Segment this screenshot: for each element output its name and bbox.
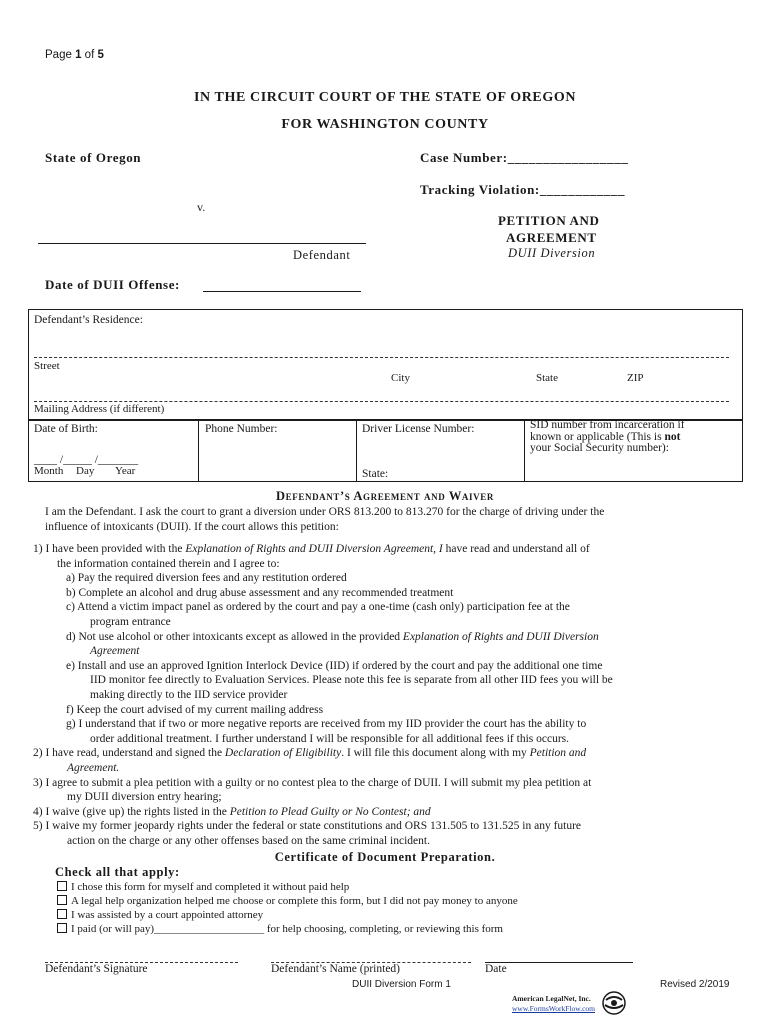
agreement-intro: I am the Defendant. I ask the court to grant a diversion under ORS 813.200 to 813.270 for the charge of driving under the influence of intoxicants (DUII). If the court allows this petition:: [45, 506, 605, 533]
certificate-heading: Certificate of Document Preparation.: [274, 850, 496, 864]
date-label: Date: [485, 963, 507, 975]
mailing-label: Mailing Address (if different): [34, 403, 165, 415]
dob-month-label: Month: [34, 465, 64, 477]
doc-title-line1: PETITION AND: [498, 213, 600, 228]
check-all-label: Check all that apply:: [55, 865, 180, 879]
form-name: DUII Diversion Form 1: [352, 979, 451, 990]
list-item: 4) I waive (give up) the rights listed in the Petition to Plead Guilty or No Contest; and: [33, 805, 431, 818]
logo-company: American LegalNet, Inc.: [512, 994, 591, 1003]
checkbox-option[interactable]: I chose this form for myself and completed it without paid help: [57, 880, 518, 894]
list-item: 3) I agree to submit a plea petition with a guilty or no contest plea to the charge of DUII. I will submit my plea petition at: [33, 776, 592, 789]
state-label: State: [536, 372, 558, 384]
checkbox-icon[interactable]: [57, 923, 67, 933]
dob-label: Date of Birth:: [34, 423, 98, 435]
versus-label: v.: [197, 200, 206, 214]
list-item: b) Complete an alcohol and drug abuse assessment and any recommended treatment: [66, 586, 454, 599]
doc-subtitle: DUII Diversion: [508, 246, 596, 260]
divider: [198, 419, 199, 481]
tracking-violation-field[interactable]: Tracking Violation:____________: [420, 182, 626, 197]
court-title: IN THE CIRCUIT COURT OF THE STATE OF OREGON: [193, 90, 577, 105]
divider: [356, 419, 357, 481]
county-title: FOR WASHINGTON COUNTY: [281, 117, 489, 132]
globe-icon: [601, 990, 627, 1016]
list-item: 5) I waive my former jeopardy rights under the federal or state constitutions and ORS 131.505 to 131.525 in any future: [33, 820, 582, 833]
street-field[interactable]: [34, 357, 729, 358]
license-label: Driver License Number:: [362, 423, 475, 435]
dob-field[interactable]: ____ /_____ /_______: [34, 454, 139, 466]
checkbox-option[interactable]: I paid (or will pay)____________________ for help choosing, completing, or reviewing this form: [57, 922, 518, 936]
case-number-field[interactable]: Case Number:_________________: [420, 150, 629, 165]
logo-url-link[interactable]: www.FormsWorkFlow.com: [512, 1004, 596, 1013]
checkbox-icon[interactable]: [57, 881, 67, 891]
residence-label: Defendant’s Residence:: [34, 314, 143, 326]
agreement-items: 1) I have been provided with the Explanation of Rights and DUII Diversion Agreement, I have read and understand all of the information contained therein and I agree to: a) Pay the required diversion fees and any restitution ordered b) Complete an alcohol and drug abuse assessment and any recommended treatment c) Attend a victim impact panel as ordered by the court and pay a one-time (cash only) participation fee at the program entrance d) Not use alcohol or other intoxicants except as allowed in the provided Explanation of Rights and DUII Diversion Agreement e) Install and use an approved Ignition Interlock Device (IID) if ordered by the court and pay the additional one time IID monitor fee directly to Evaluation Services. Please note this fee is separate from all other IID fees you will be making directly to the IID service provider f) Keep the court advised of my current mailing address g) I understand that if two or more negative reports are received from my IID provider the court has the ability to order additional treatment. I further understand I will be responsible for all additional fees if this occurs. 2) I have read, understand and signed the Declaration of Eligibility. I will file this document along with my Petition and Agreement. 3) I agree to submit a plea petition with a guilty or no contest plea to the charge of DUII. I will submit my plea petition at my DUII diversion entry hearing; 4) I waive (give up) the rights listed in the Petition to Plead Guilty or No Contest; and 5) I waive my former jeopardy rights under the federal or state constitutions and ORS 131.505 to 131.525 in any future action on the charge or any other offenses based on the same criminal incident.: [33, 543, 613, 847]
logo-badge: [508, 990, 628, 1018]
phone-label: Phone Number:: [205, 423, 278, 435]
list-item: d) Not use alcohol or other intoxicants except as allowed in the provided Explanation of Rights and DUII Diversion: [66, 630, 599, 643]
certificate-options: [57, 880, 518, 936]
offense-date-field[interactable]: [203, 291, 361, 292]
signature-label: Defendant’s Signature: [45, 963, 148, 975]
checkbox-icon[interactable]: [57, 895, 67, 905]
date-field[interactable]: [485, 962, 633, 963]
list-item: g) I understand that if two or more negative reports are received from my IID provider the court has the ability to: [66, 718, 587, 731]
checkbox-option[interactable]: A legal help organization helped me choose or complete this form, but I did not pay money to anyone: [57, 894, 518, 908]
divider: [524, 419, 525, 481]
sid-label: SID number from incarceration if known or applicable (This is not your Social Security number):: [530, 419, 685, 454]
mailing-address-field[interactable]: [34, 401, 729, 402]
defendant-name-line[interactable]: [38, 243, 366, 244]
list-item: 2) I have read, understand and signed the Declaration of Eligibility. I will file this document along with my Petition and: [33, 747, 587, 760]
plaintiff-label: State of Oregon: [45, 150, 142, 165]
checkbox-option[interactable]: I was assisted by a court appointed attorney: [57, 908, 518, 922]
checkbox-icon[interactable]: [57, 909, 67, 919]
printed-name-label: Defendant’s Name (printed): [271, 963, 401, 975]
page-indicator: Page 1 of 5: [45, 49, 104, 61]
license-state-label: State:: [362, 468, 389, 480]
city-label: City: [391, 372, 410, 384]
list-item: c) Attend a victim impact panel as ordered by the court and pay a one-time (cash only) participation fee at the: [66, 601, 570, 614]
list-item: a) Pay the required diversion fees and any restitution ordered: [66, 572, 347, 585]
revised-date: Revised 2/2019: [660, 979, 730, 990]
agreement-heading: Defendant’s Agreement and Waiver: [276, 489, 494, 503]
street-label: Street: [34, 360, 60, 372]
offense-date-label: Date of DUII Offense:: [45, 277, 180, 292]
list-item: f) Keep the court advised of my current mailing address: [66, 703, 324, 716]
zip-label: ZIP: [627, 372, 644, 384]
dob-year-label: Year: [115, 465, 136, 477]
list-item: e) Install and use an approved Ignition Interlock Device (IID) if ordered by the court and pay the additional one time: [66, 659, 603, 672]
doc-title-line2: AGREEMENT: [506, 230, 597, 245]
list-item: 1) I have been provided with the Explanation of Rights and DUII Diversion Agreement, I have read and understand all of: [33, 543, 590, 555]
defendant-label: Defendant: [293, 248, 351, 262]
dob-day-label: Day: [76, 465, 95, 477]
